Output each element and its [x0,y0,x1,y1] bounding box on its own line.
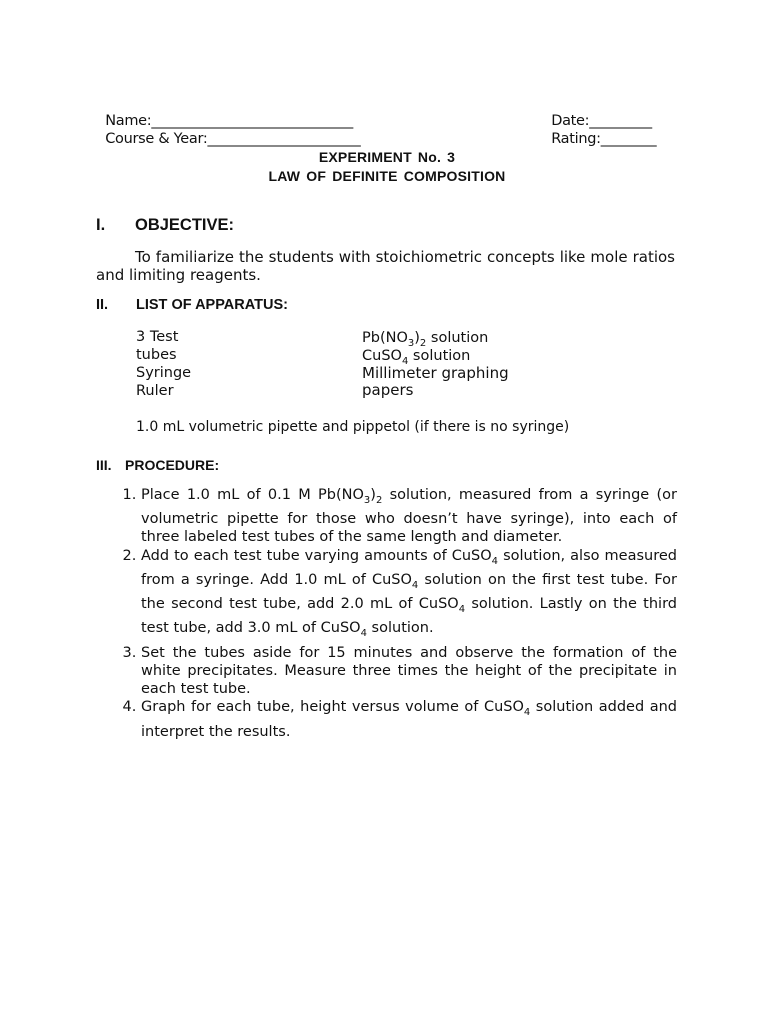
experiment-title: LAW OF DEFINITE COMPOSITION [268,168,506,184]
apparatus-item: 3 Test [136,329,179,345]
apparatus-item-lead-nitrate: $Pb(NO_3)_2$ solution [362,330,489,349]
apparatus-item-copper-sulfate: CuSO$_4$ solution [362,348,471,367]
course-year-blank: ______________________ [207,131,361,147]
procedure-step-3: 3. Set the tubes aside for 15 minutes and observe the formation of the white precipitates. Measure three times the height of the precipitate in each test tube. [141,644,677,699]
apparatus-item: tubes [136,347,177,363]
course-year-field [96,112,360,148]
rating-field [542,112,656,148]
procedure-step-1: 1. Place 1.0 mL of 0.1 M $Pb(NO_3)_2$ solution, measured from a syringe (or volumetric pipette for those who doesn’t have syringe), into each of three labeled test tubes of the same length and diameter. [141,486,677,547]
apparatus-item: Ruler [136,383,174,399]
experiment-number: EXPERIMENT No. 3 [318,149,456,165]
name-label: Name: [105,113,152,129]
objective-heading: OBJECTIVE: [135,216,235,234]
apparatus-note: 1.0 mL volumetric pipette and pippetol (if there is no syringe) [136,419,570,435]
apparatus-heading: LIST OF APPARATUS: [136,297,288,313]
rating-label: Rating: [551,131,601,147]
procedure-step-4: 4. Graph for each tube, height versus volume of CuSO$_4$ solution added and interpret the results. [141,698,677,740]
course-year-label: Course & Year: [105,131,208,147]
apparatus-number: II. [96,297,109,313]
apparatus-item: papers [362,381,414,399]
procedure-list [96,486,677,741]
objective-text: To familiarize the students with stoichiometric concepts like mole ratios and limiting reagents. [96,248,675,284]
date-blank: _________ [589,113,652,129]
apparatus-item: Millimeter graphing [362,364,509,382]
rating-blank: ________ [600,131,657,147]
procedure-step-2: 2. Add to each test tube varying amounts of CuSO$_4$ solution, also measured from a syringe. Add 1.0 mL of CuSO$_4$ solution on the first test tube. For the second test tube, add 2.0 mL of CuSO$_4$ solution. Lastly on the third test tube, add 3.0 mL of CuSO$_4$ solution. [141,547,677,644]
objective-number: I. [96,216,106,234]
name-blank: _____________________________ [151,113,353,129]
apparatus-item: Syringe [136,365,192,381]
procedure-heading: PROCEDURE: [125,457,220,473]
date-label: Date: [551,113,590,129]
procedure-number: III. [96,457,112,473]
